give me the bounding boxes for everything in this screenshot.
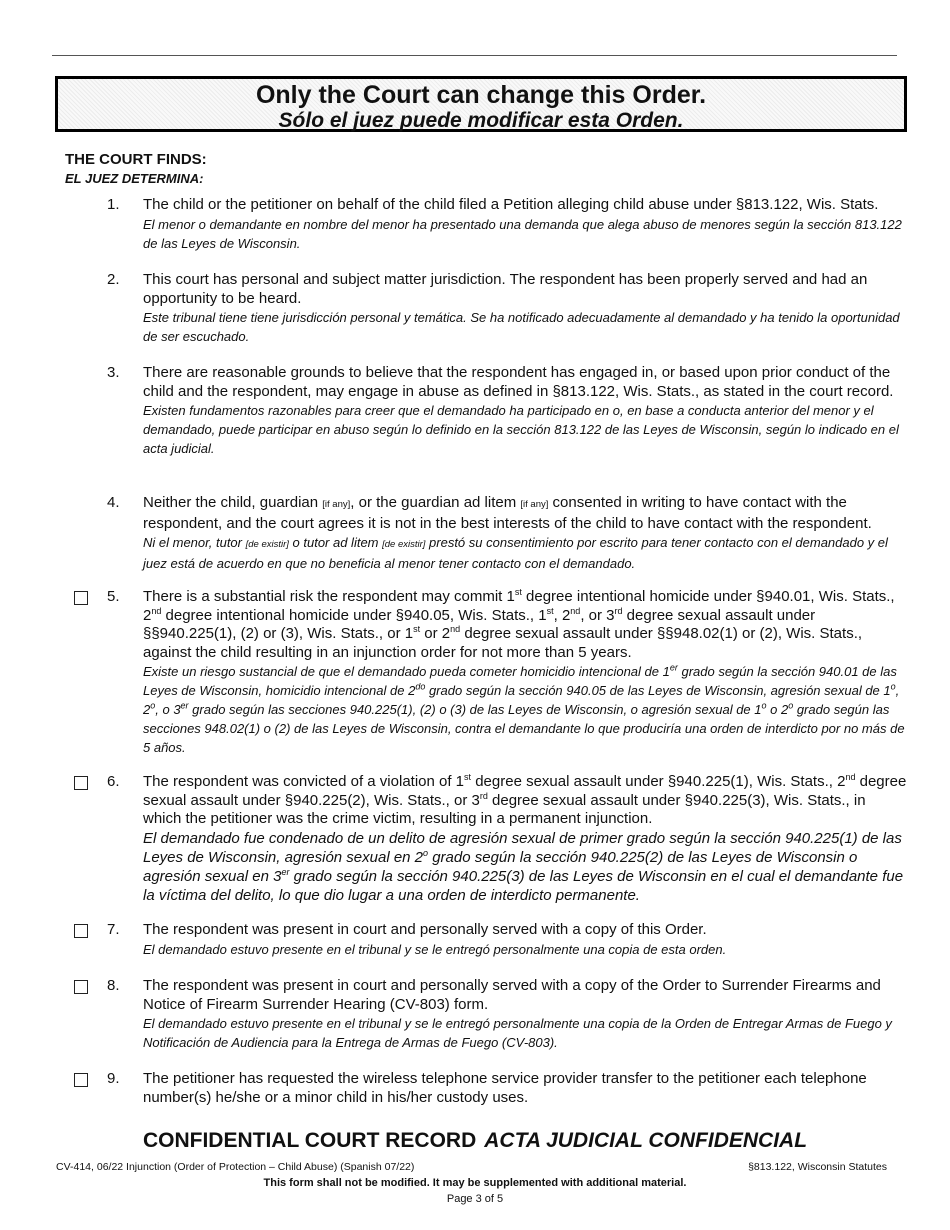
finding-text: This court has personal and subject matter jurisdiction. The respondent has been properly served and had an opportunity to be heard. [143,271,868,307]
finding-text-es: El menor o demandante en nombre del menor ha presentado una demanda que alega abuso de menores según la sección 813.122 de las Leyes de Wisconsin. [143,216,902,251]
finding-text: The petitioner has requested the wireless telephone service provider transfer to the petitioner each telephone number(s) he/she or a minor child in his/her custody uses. [143,1070,867,1106]
finding-text-es: El demandado estuvo presente en el tribunal y se le entregó personalmente una copia de esta orden. [143,941,727,957]
top-rule [52,55,897,56]
finding-text-es: Ni el menor, tutor [de existir] o tutor ad litem [de existir] prestó su consentimiento por escrito para tener contacto con el demandado y el juez está de acuerdo en que no beneficia al menor tener contacto con el demandado. [143,535,888,571]
finding-text: The respondent was present in court and personally served with a copy of this Order. [143,921,707,938]
order-banner [55,76,907,132]
confidential-record-heading [0,1129,950,1153]
finding-text: The respondent was present in court and personally served with a copy of the Order to Surrender Firearms and Notice of Firearm Surrender Hearing (CV-803) form. [143,977,881,1013]
finding-text-es: Existen fundamentos razonables para creer que el demandado ha participado en o, en base a conducta anterior del menor y el demandado, puede participar en abuso según lo definido en la sección 813.122 de las Leyes de Wisconsin, según lo indicado en el acta judicial. [143,403,899,456]
item-number: 6. [107,773,120,790]
item-number: 7. [107,921,120,938]
finding-text: There is a substantial risk the respondent may commit 1st degree intentional homicide under §940.01, Wis. Stats., 2nd degree intentional homicide under §940.05, Wis. Stats., 1st, 2nd, or 3rd degree sexual assault under §§940.225(1), (2) or (3), Wis. Stats., or 1st or 2nd degree sexual assault under §§948.02(1) or (2), Wis. Stats., against the child resulting in an injunction order for not more than 5 years. [143,587,895,661]
finding-6-checkbox[interactable] [74,776,88,790]
finding-7-checkbox[interactable] [74,924,88,938]
finding-5-checkbox[interactable] [74,591,88,605]
item-number: 3. [107,364,120,381]
item-number: 4. [107,494,120,511]
banner-title-es: Sólo el juez puede modificar esta Orden. [278,109,684,132]
statute-reference: §813.122, Wisconsin Statutes [748,1161,887,1173]
modification-notice: This form shall not be modified. It may be supplemented with additional material. [263,1177,687,1189]
item-number: 9. [107,1070,120,1087]
finding-text: Neither the child, guardian [if any], or the guardian ad litem [if any] consented in writing to have contact with the respondent, and the court agrees it is not in the best interests of the child to have contact with the respondent. [143,494,872,532]
item-number: 1. [107,196,120,213]
confidential-en: CONFIDENTIAL COURT RECORD [142,1129,477,1152]
item-number: 2. [107,271,120,288]
finding-text-es: Este tribunal tiene tiene jurisdicción personal y temática. Se ha notificado adecuadamente al demandado y ha tenido la oportunidad de ser escuchado. [143,310,900,344]
confidential-es: ACTA JUDICIAL CONFIDENCIAL [484,1129,808,1152]
court-finds-heading [65,151,207,188]
finding-9-checkbox[interactable] [74,1073,88,1087]
item-number: 8. [107,977,120,994]
banner-title: Only the Court can change this Order. [255,81,707,109]
item-number: 5. [107,588,120,605]
finding-text: The respondent was convicted of a violation of 1st degree sexual assault under §940.225(1), Wis. Stats., 2nd degree sexual assault under §940.225(2), Wis. Stats., or 3rd degree sexual assault under §940.225(3), Wis. Stats., in which the petitioner was the crime victim, resulting in a permanent injunction. [143,772,907,827]
finding-text-es: El demandado estuvo presente en el tribunal y se le entregó personalmente una copia de la Orden de Entregar Armas de Fuego y Notificación de Audiencia para la Entrega de Armas de Fuego (CV-803). [143,1016,892,1050]
court-finds-es: EL JUEZ DETERMINA: [65,171,204,186]
form-identifier: CV-414, 06/22 Injunction (Order of Protection – Child Abuse) (Spanish 07/22) [56,1161,415,1173]
finding-text-es: Existe un riesgo sustancial de que el demandado pueda cometer homicidio intencional de 1er grado según la sección 940.01 de las Leyes de Wisconsin, homicidio intencional de $2^{do}$ grado según la sección 940.05 de las Leyes de Wisconsin, agresión sexual de 1$^o$, 2$^o$, o 3er grado según las secciones 940.225(1), (2) o (3) de las Leyes de Wisconsin, o agresión sexual de 1$^o$ o 2$^o$ grado según las secciones 948.02(1) o (2) de las Leyes de Wisconsin, contra el demandante lo que produciría una orden de interdicto por no más de 5 años. [143,662,905,755]
finding-text-es: El demandado fue condenado de un delito de agresión sexual de primer grado según la sección 940.225(1) de las Leyes de Wisconsin, agresión sexual en 2$^o$ grado según la sección 940.225(2) de las Leyes de Wisconsin o agresión sexual en 3er grado según la sección 940.225(3) de las Leyes de Wisconsin en el cual el demandante fue la víctima del delito, lo que dio lugar a una orden de interdicto permanente. [143,829,904,904]
court-finds-en: THE COURT FINDS: [65,151,207,168]
finding-text: There are reasonable grounds to believe that the respondent has engaged in, or based upon prior conduct of the child and the respondent, may engage in abuse as defined in §813.122, Wis. Stats., as stated in the court record. [143,364,894,400]
page-number: Page 3 of 5 [446,1193,504,1205]
finding-8-checkbox[interactable] [74,980,88,994]
finding-text: The child or the petitioner on behalf of the child filed a Petition alleging child abuse under §813.122, Wis. Stats. [143,196,879,213]
